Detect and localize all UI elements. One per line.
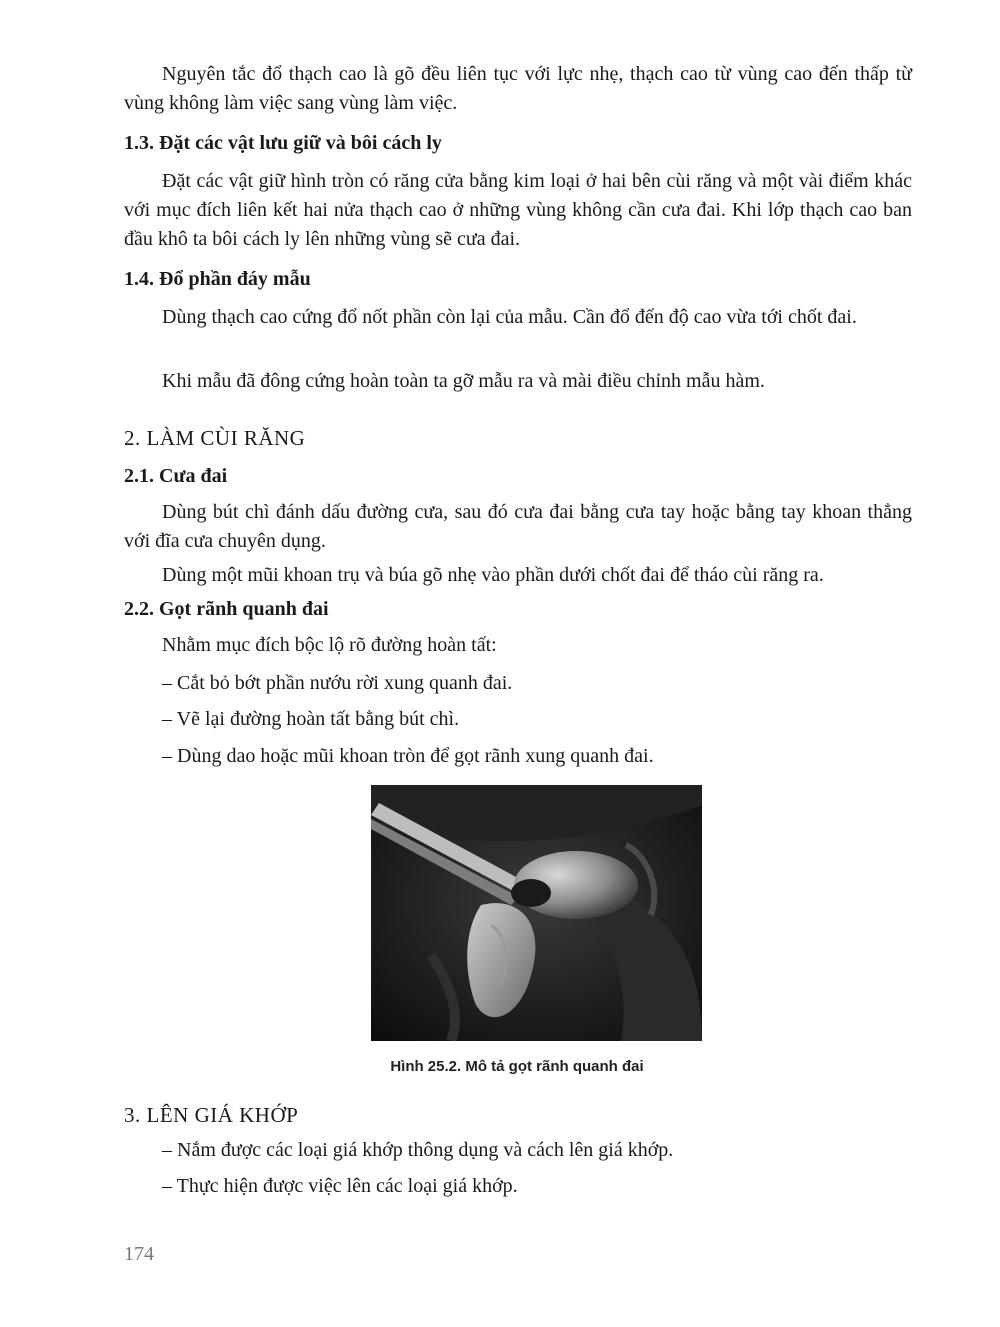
list-item: – Thực hiện được việc lên các loại giá khớp. — [162, 1175, 518, 1197]
heading-1-4: 1.4. Đổ phần đáy mẫu — [124, 268, 311, 290]
figure-caption: Hình 25.2. Mô tả gọt rãnh quanh đai — [390, 1058, 644, 1075]
heading-3: 3. LÊN GIÁ KHỚP — [124, 1103, 299, 1127]
heading-1-3: 1.3. Đặt các vật lưu giữ và bôi cách ly — [124, 132, 442, 154]
heading-2: 2. LÀM CÙI RĂNG — [124, 426, 306, 450]
paragraph-purpose: Nhằm mục đích bộc lộ rõ đường hoàn tất: — [162, 634, 497, 656]
paragraph-pour-principle: Nguyên tắc đổ thạch cao là gõ đều liên tục với lực nhẹ, thạch cao từ vùng cao đến thấp từ vùng không làm việc sang vùng làm việc. — [124, 63, 912, 114]
trimming-die-image — [371, 785, 702, 1041]
list-item: – Dùng dao hoặc mũi khoan tròn để gọt rãnh xung quanh đai. — [162, 745, 654, 767]
heading-2-2: 2.2. Gọt rãnh quanh đai — [124, 598, 329, 620]
paragraph-base-pour: Dùng thạch cao cứng đổ nốt phần còn lại của mẫu. Cần đổ đến độ cao vừa tới chốt đai. — [162, 306, 857, 328]
paragraph-saw-die: Dùng bút chì đánh dấu đường cưa, sau đó cưa đai bằng cưa tay hoặc bằng tay khoan thẳng với đĩa cưa chuyên dụng. — [124, 501, 912, 552]
list-item: – Vẽ lại đường hoàn tất bằng bút chì. — [162, 708, 460, 730]
list-item: – Nắm được các loại giá khớp thông dụng và cách lên giá khớp. — [162, 1139, 674, 1161]
page-number: 174 — [124, 1243, 154, 1265]
figure-photo — [371, 785, 702, 1041]
paragraph-remove-die: Dùng một mũi khoan trụ và búa gõ nhẹ vào phần dưới chốt đai để tháo cùi răng ra. — [162, 564, 824, 586]
paragraph-remove-model: Khi mẫu đã đông cứng hoàn toàn ta gỡ mẫu ra và mài điều chỉnh mẫu hàm. — [162, 370, 765, 392]
paragraph-retainers: Đặt các vật giữ hình tròn có răng cửa bằng kim loại ở hai bên cùi răng và một vài điểm khác với mục đích liên kết hai nửa thạch cao ở những vùng không cần cưa đai. Khi lớp thạch cao ban đầu khô ta bôi cách ly lên những vùng sẽ cưa đai. — [124, 170, 912, 250]
list-item: – Cắt bỏ bớt phần nướu rời xung quanh đai. — [162, 672, 513, 694]
heading-2-1: 2.1. Cưa đai — [124, 465, 228, 487]
